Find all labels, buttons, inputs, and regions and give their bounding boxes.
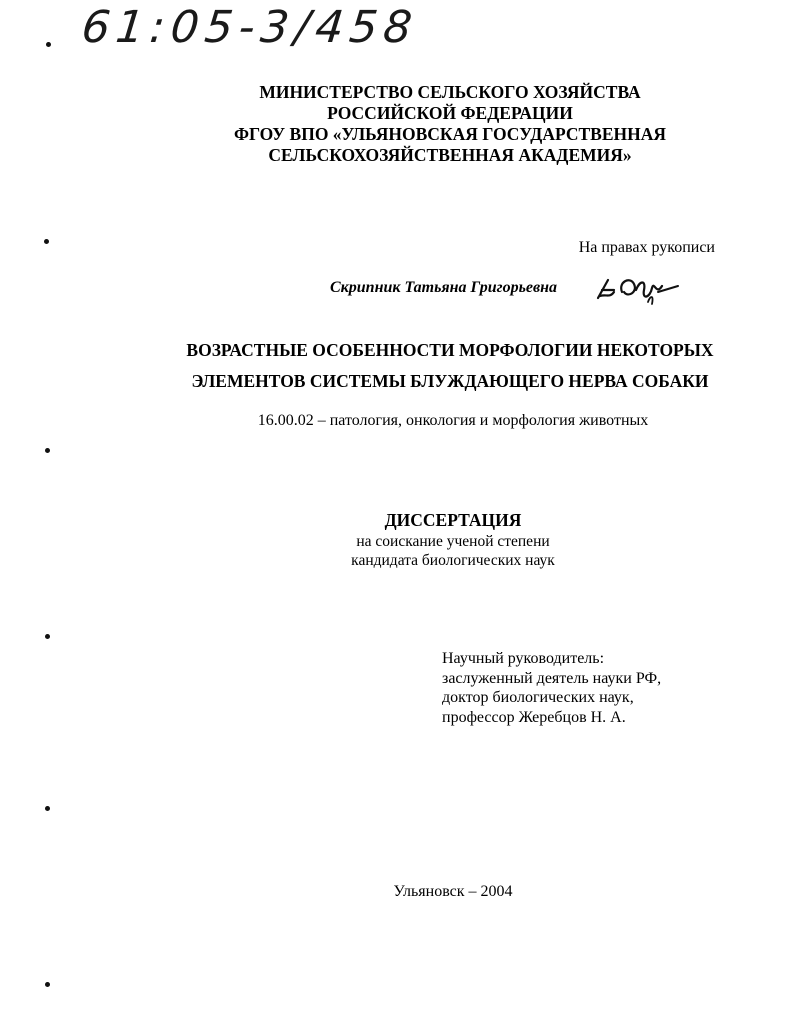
city-year: Ульяновск – 2004	[393, 883, 513, 900]
ministry-header	[150, 82, 750, 166]
advisor-line: заслуженный деятель науки РФ,	[442, 669, 662, 687]
ministry-line: ФГОУ ВПО «УЛЬЯНОВСКАЯ ГОСУДАРСТВЕННАЯ	[233, 124, 667, 144]
binder-dot	[44, 239, 49, 244]
signature-icon	[592, 268, 682, 308]
dissertation-heading: ДИССЕРТАЦИЯ	[384, 510, 522, 530]
binder-dot	[45, 448, 50, 453]
degree-line: на соискание ученой степени	[356, 533, 550, 550]
specialty-code: 16.00.02 – патология, онкология и морфология животных	[257, 412, 649, 429]
scientific-advisor	[442, 649, 661, 727]
binder-dot	[45, 806, 50, 811]
advisor-line: доктор биологических наук,	[442, 689, 634, 706]
degree-line: кандидата биологических наук	[351, 552, 555, 569]
degree-description	[150, 532, 756, 570]
thesis-title	[100, 335, 793, 397]
title-line: ЭЛЕМЕНТОВ СИСТЕМЫ БЛУЖДАЮЩЕГО НЕРВА СОБАКИ	[191, 371, 709, 391]
archive-code: 61:05-3/458	[79, 2, 421, 53]
advisor-line: профессор Жеребцов Н. А.	[442, 708, 626, 726]
binder-dot	[45, 982, 50, 987]
binder-dot	[46, 42, 51, 47]
advisor-line: Научный руководитель:	[442, 650, 605, 667]
binder-dot	[45, 634, 50, 639]
ministry-line: РОССИЙСКОЙ ФЕДЕРАЦИИ	[327, 103, 573, 123]
ministry-line: СЕЛЬСКОХОЗЯЙСТВЕННАЯ АКАДЕМИЯ»	[268, 145, 632, 165]
rights-note: На правах рукописи	[578, 239, 715, 256]
ministry-line: МИНИСТЕРСТВО СЕЛЬСКОГО ХОЗЯЙСТВА	[259, 82, 641, 102]
title-line: ВОЗРАСТНЫЕ ОСОБЕННОСТИ МОРФОЛОГИИ НЕКОТОРЫХ	[186, 340, 714, 360]
author-name: Скрипник Татьяна Григорьевна	[330, 279, 558, 296]
